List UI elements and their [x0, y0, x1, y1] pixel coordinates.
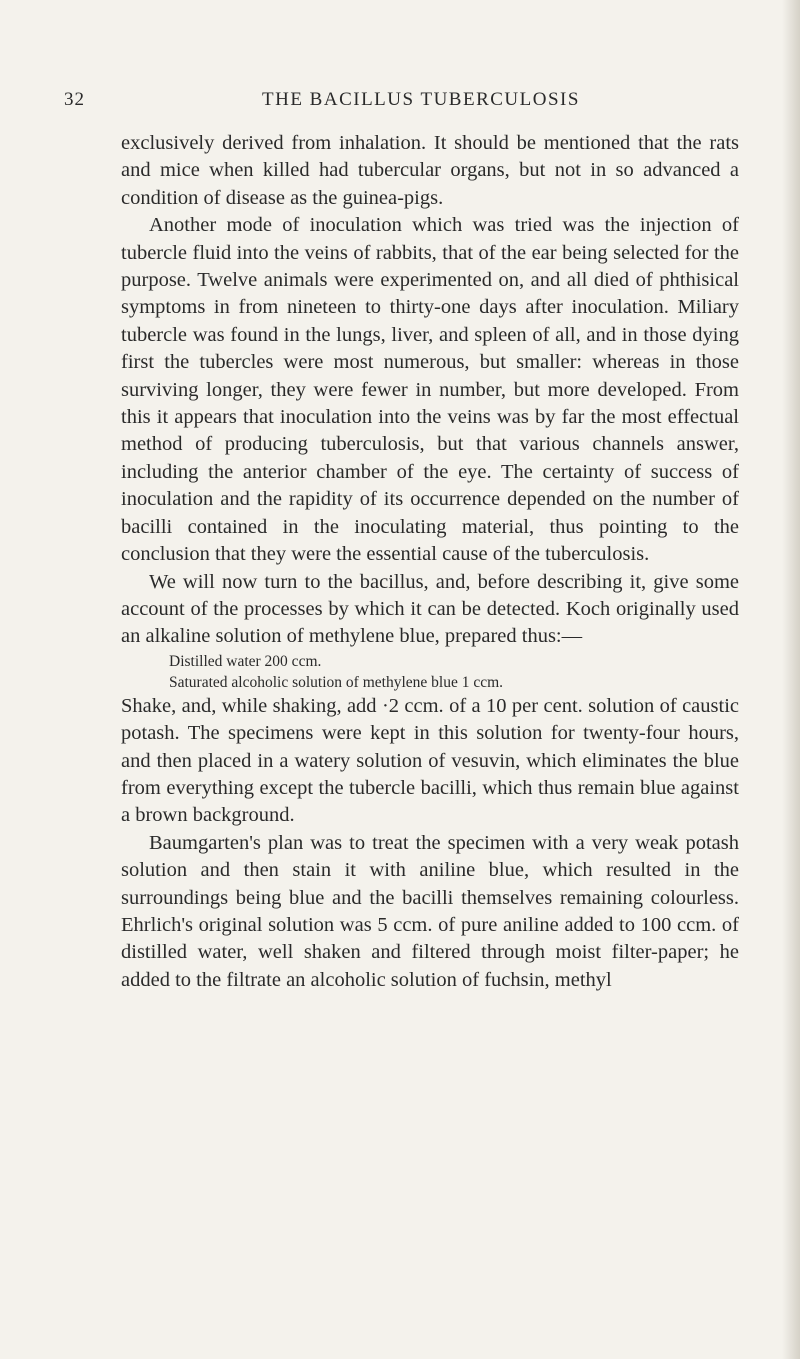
recipe — [169, 651, 739, 693]
paragraph: We will now turn to the bacillus, and, before describing it, give some account of the processes by which it can be detected. Koch originally used an alkaline solution of methylene blue, prepared thus:— — [121, 570, 739, 648]
paragraph: exclusively derived from inhalation. It should be mentioned that the rats and mice when killed had tubercular organs, but not in so advanced a condition of disease as the guinea-pigs. — [121, 132, 739, 209]
page-edge-shadow — [782, 0, 800, 1359]
page-number: 32 — [64, 89, 85, 110]
recipe-line: Saturated alcoholic solution of methylene blue 1 ccm. — [169, 673, 504, 691]
paragraph: Shake, and, while shaking, add ·2 ccm. of a 10 per cent. solution of caustic potash. The specimens were kept in this solution for twenty-four hours, and then placed in a watery solution of vesuvin, which eliminates the blue from everything except the tubercle bacilli, which thus remain blue against a brown background. — [121, 694, 739, 827]
page-header — [0, 89, 800, 119]
paragraph: Another mode of inoculation which was tried was the injection of tubercle fluid into the veins of rabbits, that of the ear being selected for the purpose. Twelve animals were experimented on, and all died of phthisical symptoms in from nineteen to thirty-one days after inoculation. Miliary tubercle was found in the lungs, liver, and spleen of all, and in those dying first the tubercles were most numerous, but smaller: whereas in those surviving longer, they were fewer in number, but more developed. From this it appears that inoculation into the veins was by far the most effectual method of producing tuberculosis, but that various channels answer, including the anterior chamber of the eye. The certainty of success of inoculation and the rapidity of its occurrence depended on the number of bacilli contained in the inoculating material, thus pointing to the conclusion that they were the essential cause of the tuberculosis. — [121, 214, 739, 566]
body-text — [121, 130, 739, 994]
running-title: THE BACILLUS TUBERCULOSIS — [262, 89, 580, 110]
paragraph: Baumgarten's plan was to treat the specimen with a very weak potash solution and then stain it with aniline blue, which resulted in the surroundings being blue and the bacilli themselves remaining colourless. Ehrlich's original solution was 5 ccm. of pure aniline added to 100 ccm. of distilled water, well shaken and filtered through moist filter-paper; he added to the filtrate an alcoholic solution of fuchsin, methyl — [121, 831, 739, 991]
recipe-line: Distilled water 200 ccm. — [169, 652, 322, 670]
